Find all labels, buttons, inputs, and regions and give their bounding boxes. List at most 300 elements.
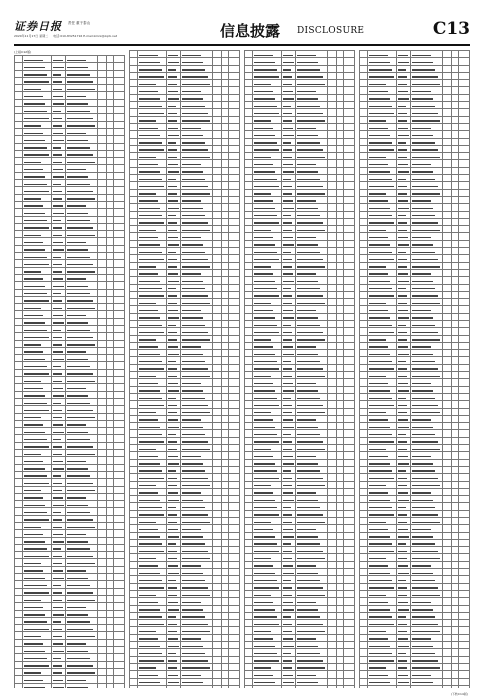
table-cell [221, 262, 229, 269]
table-cell [328, 561, 337, 568]
illegible-text [139, 113, 164, 114]
table-row [245, 518, 355, 525]
table-cell [360, 430, 368, 437]
table-row [245, 525, 355, 532]
table-cell [252, 445, 281, 452]
table-row [15, 588, 125, 595]
table-cell [252, 196, 281, 203]
table-cell [98, 384, 107, 391]
table-cell [245, 342, 253, 349]
table-row [130, 58, 240, 65]
table-cell [213, 320, 222, 327]
table-row [130, 262, 240, 269]
table-cell [166, 269, 180, 276]
table-row [130, 488, 240, 495]
table-cell [166, 663, 180, 670]
illegible-text [398, 252, 406, 253]
illegible-text [283, 128, 294, 129]
table-row [130, 145, 240, 152]
illegible-text [139, 492, 159, 493]
illegible-text [53, 461, 64, 462]
illegible-text [254, 434, 278, 435]
table-cell [137, 554, 166, 561]
table-cell [166, 51, 180, 58]
table-cell [336, 131, 344, 138]
table-cell [229, 364, 240, 371]
illegible-text [283, 602, 294, 603]
table-cell [213, 612, 222, 619]
illegible-text [139, 91, 159, 92]
table-cell [360, 65, 368, 72]
table-cell [137, 72, 166, 79]
table-cell [221, 153, 229, 160]
illegible-text [139, 631, 157, 632]
table-cell [245, 539, 253, 546]
table-cell [221, 58, 229, 65]
table-cell [98, 289, 107, 296]
illegible-text [182, 522, 210, 523]
illegible-text [168, 478, 177, 479]
contact-info: 电话:010-83251716 E-mail:zmzx@zqrb.net [53, 34, 118, 38]
illegible-text [24, 432, 46, 433]
illegible-text [283, 135, 295, 136]
table-cell [22, 523, 51, 530]
table-cell [137, 102, 166, 109]
newspaper-logo: 证券日报 [14, 20, 62, 33]
table-cell [51, 63, 65, 70]
table-cell [367, 72, 396, 79]
table-cell [130, 510, 138, 517]
table-cell [252, 576, 281, 583]
illegible-text [254, 419, 274, 420]
table-cell [396, 131, 410, 138]
table-cell [360, 248, 368, 255]
table-cell [181, 218, 213, 225]
illegible-text [398, 76, 407, 77]
table-cell [51, 340, 65, 347]
illegible-text [254, 179, 278, 180]
table-row [245, 226, 355, 233]
table-cell [51, 362, 65, 369]
illegible-text [139, 638, 159, 639]
illegible-text [168, 135, 180, 136]
table-cell [106, 625, 114, 632]
table-cell [245, 452, 253, 459]
table-cell [106, 486, 114, 493]
table-cell [98, 121, 107, 128]
table-cell [213, 634, 222, 641]
table-cell [66, 676, 98, 683]
table-cell [344, 65, 355, 72]
illegible-text [254, 288, 278, 289]
table-cell [51, 530, 65, 537]
table-cell [114, 406, 125, 413]
table-cell [98, 260, 107, 267]
table-cell [459, 291, 470, 298]
table-cell [252, 109, 281, 116]
illegible-text [182, 84, 210, 85]
illegible-text [369, 252, 393, 253]
table-cell [51, 260, 65, 267]
table-cell [98, 683, 107, 688]
table-cell [367, 51, 396, 58]
table-cell [245, 80, 253, 87]
table-cell [396, 102, 410, 109]
table-row [15, 435, 125, 442]
table-cell [281, 627, 295, 634]
table-cell [281, 116, 295, 123]
table-cell [252, 386, 281, 393]
illegible-text [254, 485, 272, 486]
table-cell [98, 413, 107, 420]
table-cell [221, 123, 229, 130]
table-cell [336, 80, 344, 87]
table-cell [213, 561, 222, 568]
table-cell [221, 138, 229, 145]
table-cell [51, 158, 65, 165]
illegible-text [297, 667, 325, 668]
illegible-text [297, 390, 318, 391]
illegible-text [168, 55, 179, 56]
table-cell [221, 248, 229, 255]
table-cell [396, 328, 410, 335]
table-cell [367, 167, 396, 174]
table-cell [328, 109, 337, 116]
table-cell [22, 435, 51, 442]
table-cell [15, 231, 23, 238]
table-cell [130, 72, 138, 79]
table-cell [66, 85, 98, 92]
illegible-text [412, 405, 438, 406]
illegible-text [283, 237, 294, 238]
table-cell [344, 423, 355, 430]
table-cell [296, 481, 328, 488]
table-cell [252, 430, 281, 437]
illegible-text [254, 522, 272, 523]
illegible-text [67, 483, 93, 484]
table-cell [252, 590, 281, 597]
illegible-text [283, 69, 291, 70]
illegible-text [398, 427, 410, 428]
table-cell [15, 413, 23, 420]
table-cell [328, 620, 337, 627]
illegible-text [369, 244, 391, 245]
illegible-text [254, 602, 274, 603]
table-cell [213, 496, 222, 503]
table-cell [130, 240, 138, 247]
table-cell [328, 94, 337, 101]
table-cell [114, 296, 125, 303]
table-cell [181, 627, 213, 634]
table-cell [252, 649, 281, 656]
illegible-text [254, 507, 278, 508]
table-cell [15, 559, 23, 566]
table-cell [15, 340, 23, 347]
table-cell [22, 355, 51, 362]
table-cell [245, 583, 253, 590]
table-cell [66, 544, 98, 551]
table-cell [229, 561, 240, 568]
table-cell [451, 233, 459, 240]
table-cell [15, 70, 23, 77]
table-cell [245, 65, 253, 72]
table-row [245, 554, 355, 561]
table-cell [66, 654, 98, 661]
illegible-text [168, 171, 180, 172]
illegible-text [139, 624, 164, 625]
illegible-text [67, 614, 88, 615]
table-cell [130, 131, 138, 138]
table-cell [336, 415, 344, 422]
table-cell [106, 603, 114, 610]
illegible-text [297, 288, 320, 289]
illegible-text [24, 680, 44, 681]
table-cell [181, 518, 213, 525]
table-cell [367, 240, 396, 247]
table-cell [344, 320, 355, 327]
table-cell [221, 452, 229, 459]
table-cell [245, 459, 253, 466]
table-cell [245, 284, 253, 291]
illegible-text [24, 60, 44, 61]
table-cell [106, 537, 114, 544]
table-cell [451, 423, 459, 430]
table-cell [328, 145, 337, 152]
illegible-text [139, 186, 164, 187]
table-cell [451, 320, 459, 327]
illegible-text [24, 264, 49, 265]
illegible-text [254, 259, 279, 260]
illegible-text [182, 390, 203, 391]
illegible-text [67, 519, 93, 520]
table-cell [22, 99, 51, 106]
table-cell [22, 172, 51, 179]
table-cell [221, 539, 229, 546]
table-cell [137, 612, 166, 619]
table-cell [106, 362, 114, 369]
table-cell [106, 355, 114, 362]
table-cell [15, 143, 23, 150]
table-cell [252, 612, 281, 619]
table-cell [166, 364, 180, 371]
table-row [360, 218, 470, 225]
illegible-text [24, 381, 42, 382]
illegible-text [254, 492, 274, 493]
table-row [360, 116, 470, 123]
illegible-text [283, 609, 295, 610]
table-cell [328, 255, 337, 262]
illegible-text [168, 419, 179, 420]
table-cell [114, 486, 125, 493]
illegible-text [24, 359, 46, 360]
table-cell [459, 189, 470, 196]
table-row [245, 590, 355, 597]
table-cell [336, 233, 344, 240]
table-row [15, 150, 125, 157]
table-cell [114, 63, 125, 70]
illegible-text [182, 76, 208, 77]
illegible-text [182, 252, 205, 253]
table-cell [22, 114, 51, 121]
table-cell [367, 372, 396, 379]
table-cell [344, 80, 355, 87]
table-cell [213, 342, 222, 349]
illegible-text [283, 288, 291, 289]
table-row [15, 457, 125, 464]
table-cell [344, 299, 355, 306]
table-row [130, 372, 240, 379]
table-cell [281, 94, 295, 101]
illegible-text [369, 230, 387, 231]
table-cell [245, 335, 253, 342]
table-cell [15, 187, 23, 194]
table-cell [360, 233, 368, 240]
slogan: 责任 重于泰山 [68, 21, 91, 25]
table-cell [360, 145, 368, 152]
table-cell [130, 415, 138, 422]
illegible-text [283, 653, 291, 654]
table-row [15, 617, 125, 624]
table-cell [166, 452, 180, 459]
illegible-text [283, 339, 293, 340]
illegible-text [398, 55, 409, 56]
table-cell [367, 284, 396, 291]
table-cell [328, 532, 337, 539]
table-cell [252, 452, 281, 459]
table-cell [360, 255, 368, 262]
illegible-text [24, 154, 49, 155]
illegible-text [168, 106, 176, 107]
table-cell [221, 131, 229, 138]
table-cell [328, 518, 337, 525]
illegible-text [369, 149, 394, 150]
table-cell [15, 508, 23, 515]
table-cell [336, 189, 344, 196]
table-cell [166, 123, 180, 130]
table-cell [22, 610, 51, 617]
illegible-text [67, 410, 93, 411]
table-cell [336, 313, 344, 320]
illegible-text [412, 84, 440, 85]
illegible-text [139, 434, 163, 435]
table-cell [443, 94, 452, 101]
table-cell [328, 102, 337, 109]
table-cell [106, 274, 114, 281]
table-cell [221, 459, 229, 466]
illegible-text [168, 149, 177, 150]
illegible-text [254, 631, 272, 632]
table-row [130, 510, 240, 517]
table-cell [106, 114, 114, 121]
table-cell [130, 123, 138, 130]
table-row [245, 335, 355, 342]
table-cell [221, 561, 229, 568]
table-cell [181, 481, 213, 488]
table-cell [114, 493, 125, 500]
illegible-text [67, 300, 93, 301]
table-cell [51, 654, 65, 661]
table-cell [252, 569, 281, 576]
illegible-text [412, 62, 433, 63]
table-cell [229, 459, 240, 466]
table-cell [66, 530, 98, 537]
table-cell [114, 428, 125, 435]
table-cell [213, 590, 222, 597]
illegible-text [254, 149, 279, 150]
illegible-text [283, 580, 291, 581]
table-cell [22, 544, 51, 551]
illegible-text [182, 419, 201, 420]
illegible-text [139, 215, 163, 216]
illegible-text [412, 149, 438, 150]
table-cell [281, 153, 295, 160]
illegible-text [297, 456, 316, 457]
table-row [15, 523, 125, 530]
table-cell [459, 313, 470, 320]
table-cell [328, 539, 337, 546]
table-cell [137, 532, 166, 539]
table-cell [344, 277, 355, 284]
table-cell [22, 515, 51, 522]
illegible-text [254, 390, 276, 391]
table-cell [51, 610, 65, 617]
table-cell [360, 393, 368, 400]
table-row [360, 313, 470, 320]
table-cell [15, 566, 23, 573]
table-cell [51, 435, 65, 442]
table-cell [252, 211, 281, 218]
table-row [15, 566, 125, 573]
illegible-text [168, 266, 178, 267]
table-row [15, 143, 125, 150]
table-cell [15, 420, 23, 427]
illegible-text [297, 565, 316, 566]
table-cell [281, 401, 295, 408]
illegible-text [412, 55, 431, 56]
illegible-text [412, 179, 435, 180]
illegible-text [139, 149, 164, 150]
table-cell [443, 255, 452, 262]
table-cell [181, 109, 213, 116]
table-cell [51, 464, 65, 471]
illegible-text [182, 463, 203, 464]
table-cell [51, 333, 65, 340]
table-cell [328, 211, 337, 218]
table-cell [15, 530, 23, 537]
issue-meta [14, 34, 121, 38]
illegible-text [53, 154, 62, 155]
illegible-text [24, 643, 44, 644]
illegible-text [182, 478, 208, 479]
table-row [245, 437, 355, 444]
illegible-text [369, 237, 389, 238]
table-cell [221, 554, 229, 561]
illegible-text [254, 113, 279, 114]
illegible-text [53, 242, 64, 243]
illegible-text [53, 388, 64, 389]
table-cell [213, 598, 222, 605]
table-cell [281, 678, 295, 685]
table-cell [130, 65, 138, 72]
table-row [130, 364, 240, 371]
table-cell [130, 379, 138, 386]
table-cell [221, 102, 229, 109]
table-cell [336, 87, 344, 94]
table-row [15, 486, 125, 493]
table-row [15, 340, 125, 347]
table-row [15, 267, 125, 274]
illegible-text [67, 257, 90, 258]
